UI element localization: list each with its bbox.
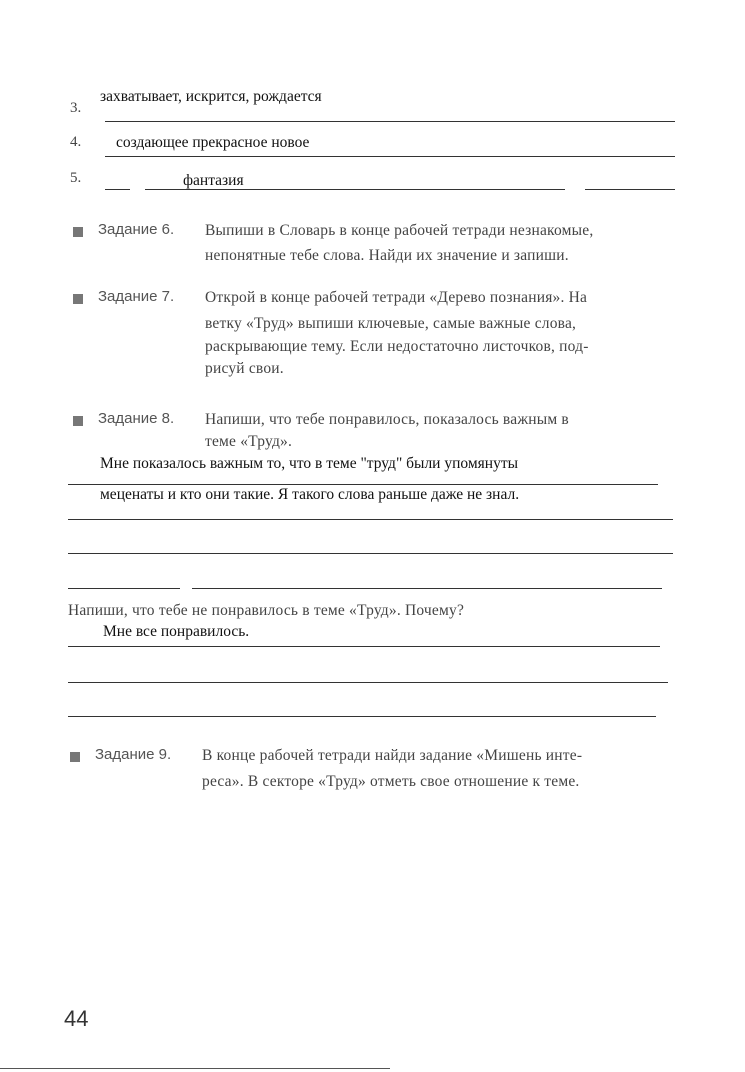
answer-line	[105, 189, 130, 190]
task-text: непонятные тебе слова. Найди их значение и запиши.	[205, 247, 569, 264]
answer-line	[192, 588, 662, 589]
answer-text: Мне все понравилось.	[103, 623, 250, 640]
task-label: Задание 6.	[98, 221, 175, 238]
answer-line	[68, 553, 673, 554]
answer-line	[105, 121, 675, 122]
item-number: 5.	[70, 170, 82, 186]
answer-text: фантазия	[183, 172, 244, 189]
page-edge-line	[0, 1068, 390, 1069]
page-number: 44	[64, 1006, 89, 1031]
answer-line	[145, 189, 565, 190]
bullet-square-icon	[70, 752, 80, 762]
task-text: реса». В секторе «Труд» отметь свое отношение к теме.	[202, 773, 580, 790]
answer-line	[68, 646, 660, 647]
answer-text: меценаты и кто они такие. Я такого слова раньше даже не знал.	[100, 486, 520, 503]
task-text: Открой в конце рабочей тетради «Дерево познания». На	[205, 289, 588, 306]
answer-text: Мне показалось важным то, что в теме "труд" были упомянуты	[100, 455, 519, 472]
item-number: 4.	[70, 134, 82, 150]
task-text: раскрывающие тему. Если недостаточно листочков, под-	[205, 338, 589, 355]
task-text: теме «Труд».	[205, 433, 293, 450]
answer-line	[68, 716, 656, 717]
task-text: ветку «Труд» выпиши ключевые, самые важные слова,	[205, 315, 577, 332]
bullet-square-icon	[73, 227, 83, 237]
answer-text: захватывает, искрится, рождается	[100, 88, 322, 105]
answer-line	[585, 189, 675, 190]
item-number: 3.	[70, 100, 82, 116]
bullet-square-icon	[73, 294, 83, 304]
answer-line	[105, 156, 675, 157]
task-text: Выпиши в Словарь в конце рабочей тетради незнакомые,	[205, 222, 594, 239]
answer-line	[68, 588, 180, 589]
task-text: Напиши, что тебе понравилось, показалось важным в	[205, 411, 569, 428]
answer-line	[68, 682, 668, 683]
task-text: В конце рабочей тетради найди задание «Мишень инте-	[202, 747, 583, 764]
answer-line	[68, 519, 673, 520]
question-text: Напиши, что тебе не понравилось в теме «Труд». Почему?	[68, 602, 465, 619]
task-label: Задание 8.	[98, 410, 175, 427]
task-label: Задание 7.	[98, 288, 175, 305]
answer-line	[68, 484, 658, 485]
task-text: рисуй свои.	[205, 360, 284, 377]
answer-text: создающее прекрасное новое	[116, 134, 310, 151]
bullet-square-icon	[73, 416, 83, 426]
task-label: Задание 9.	[95, 746, 172, 763]
